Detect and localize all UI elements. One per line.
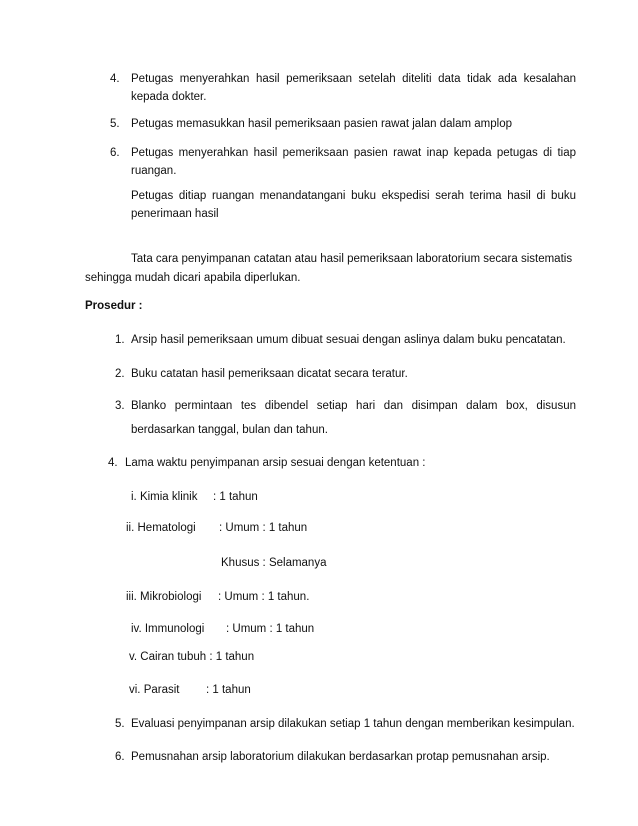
retention-value: : 1 tahun	[206, 684, 251, 696]
section-heading: Prosedur :	[85, 300, 143, 312]
list-item-text: Evaluasi penyimpanan arsip dilakukan setiap 1 tahun dengan memberikan kesimpulan.	[131, 718, 575, 730]
list-item-text: berdasarkan tanggal, bulan dan tahun.	[131, 424, 328, 436]
list-number: 4.	[108, 457, 118, 469]
list-item-text: Buku catatan hasil pemeriksaan dicatat secara teratur.	[131, 368, 408, 380]
retention-label: iii. Mikrobiologi	[126, 591, 202, 603]
retention-value: : Umum : 1 tahun	[226, 623, 315, 635]
list-item-text: Petugas menyerahkan hasil pemeriksaan setelah diteliti data tidak ada kesalahan	[131, 73, 576, 85]
paragraph-text: Tata cara penyimpanan catatan atau hasil pemeriksaan laboratorium secara sistematis	[131, 253, 573, 265]
list-item-text: Blanko permintaan tes dibendel setiap hari dan disimpan dalam box, disusun	[131, 400, 576, 412]
list-item-text: Petugas memasukkan hasil pemeriksaan pasien rawat jalan dalam amplop	[131, 118, 512, 130]
list-number: 5.	[115, 718, 125, 730]
list-number: 6.	[110, 147, 120, 159]
retention-value: : Umum : 1 tahun.	[218, 591, 310, 603]
retention-label: vi. Parasit	[129, 684, 180, 696]
retention-label: ii. Hematologi	[126, 522, 196, 534]
list-item-text: Pemusnahan arsip laboratorium dilakukan berdasarkan protap pemusnahan arsip.	[131, 751, 550, 763]
retention-value: : Umum : 1 tahun	[219, 522, 308, 534]
retention-label: iv. Immunologi	[131, 623, 205, 635]
sub-note-text: Petugas ditiap ruangan menandatangani buku ekspedisi serah terima hasil di buku	[131, 190, 576, 202]
list-number: 5.	[110, 118, 120, 130]
list-number: 6.	[115, 751, 125, 763]
list-item-text: Petugas menyerahkan hasil pemeriksaan pasien rawat inap kepada petugas di tiap	[131, 147, 576, 159]
list-number: 1.	[115, 334, 125, 346]
list-item-text: ruangan.	[131, 165, 177, 177]
list-number: 3.	[115, 400, 125, 412]
retention-value: Khusus : Selamanya	[221, 557, 327, 569]
list-item-text: Lama waktu penyimpanan arsip sesuai dengan ketentuan :	[125, 457, 426, 469]
list-number: 4.	[110, 73, 120, 85]
list-item-text: Arsip hasil pemeriksaan umum dibuat sesuai dengan aslinya dalam buku pencatatan.	[131, 334, 566, 346]
retention-label: v. Cairan tubuh : 1 tahun	[129, 651, 255, 663]
list-item-text: kepada dokter.	[131, 91, 207, 103]
list-number: 2.	[115, 368, 125, 380]
paragraph-text: sehingga mudah dicari apabila diperlukan.	[85, 272, 301, 284]
retention-label: i. Kimia klinik	[131, 491, 198, 503]
retention-value: : 1 tahun	[213, 491, 258, 503]
sub-note-text: penerimaan hasil	[131, 208, 219, 220]
